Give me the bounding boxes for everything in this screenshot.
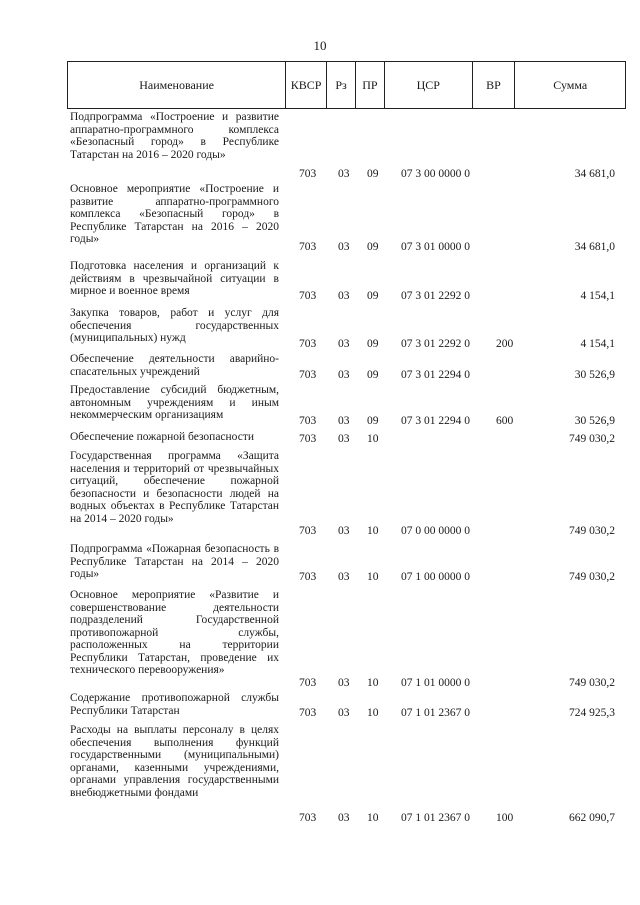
row-vr: 100 <box>496 811 514 824</box>
row-name: Основное мероприятие «Развитие и совершенствование деятельности подразделений Государственной противопожарной службы, расположенных на территории Республики Татарстан, проведение их технического перевооружения» <box>70 589 279 676</box>
table-row <box>0 692 640 719</box>
row-kvsr: 703 <box>299 432 317 445</box>
row-name: Подпрограмма «Построение и развитие аппаратно-программного комплекса «Безопасный город» в Республике Татарстан на 2016 – 2020 годы» <box>70 111 279 161</box>
row-rz: 03 <box>338 706 350 719</box>
row-name: Содержание противопожарной службы Республики Татарстан <box>70 692 279 717</box>
row-sum: 4 154,1 <box>580 337 615 350</box>
row-sum: 749 030,2 <box>569 570 615 583</box>
table-row <box>0 724 640 824</box>
row-name: Расходы на выплаты персоналу в целях обеспечения выполнения функций государственными (муниципальными) органами, казенными учреждениями, органами управления государственными внебюджетными фондами <box>70 724 279 799</box>
row-pr: 09 <box>367 240 379 253</box>
row-pr: 10 <box>367 524 379 537</box>
table-row <box>0 431 640 445</box>
row-csr: 07 3 01 2294 0 <box>401 368 470 381</box>
row-name: Подготовка населения и организаций к действиям в чрезвычайной ситуации в мирное и военное время <box>70 260 279 297</box>
row-sum: 749 030,2 <box>569 524 615 537</box>
row-kvsr: 703 <box>299 167 317 180</box>
row-sum: 662 090,7 <box>569 811 615 824</box>
row-rz: 03 <box>338 240 350 253</box>
row-pr: 10 <box>367 432 379 445</box>
row-rz: 03 <box>338 432 350 445</box>
column-header-rz: Рз <box>327 62 356 108</box>
page-number: 10 <box>313 38 327 53</box>
row-csr: 07 1 00 0000 0 <box>401 570 470 583</box>
row-name: Обеспечение деятельности аварийно-спасательных учреждений <box>70 353 279 378</box>
row-sum: 4 154,1 <box>580 289 615 302</box>
column-header-kvsr: КВСР <box>286 62 327 108</box>
row-kvsr: 703 <box>299 240 317 253</box>
row-rz: 03 <box>338 570 350 583</box>
row-rz: 03 <box>338 676 350 689</box>
row-rz: 03 <box>338 368 350 381</box>
table-row <box>0 543 640 583</box>
row-name: Подпрограмма «Пожарная безопасность в Республике Татарстан на 2014 – 2020 годы» <box>70 543 279 580</box>
row-csr: 07 3 00 0000 0 <box>401 167 470 180</box>
row-csr: 07 1 01 2367 0 <box>401 706 470 719</box>
row-rz: 03 <box>338 524 350 537</box>
row-rz: 03 <box>338 811 350 824</box>
row-kvsr: 703 <box>299 337 317 350</box>
table-header <box>67 61 626 109</box>
row-rz: 03 <box>338 414 350 427</box>
row-name: Закупка товаров, работ и услуг для обеспечения государственных (муниципальных) нужд <box>70 307 279 344</box>
row-kvsr: 703 <box>299 676 317 689</box>
row-sum: 30 526,9 <box>574 368 615 381</box>
table-row <box>0 111 640 180</box>
table-row <box>0 260 640 302</box>
row-csr: 07 3 01 2294 0 <box>401 414 470 427</box>
row-pr: 10 <box>367 811 379 824</box>
column-header-sum: Сумма <box>553 77 588 92</box>
row-kvsr: 703 <box>299 524 317 537</box>
row-pr: 09 <box>367 337 379 350</box>
column-header-vr: ВР <box>473 62 516 108</box>
column-header-csr: ЦСР <box>385 62 473 108</box>
row-pr: 09 <box>367 289 379 302</box>
row-sum: 34 681,0 <box>574 240 615 253</box>
row-kvsr: 703 <box>299 706 317 719</box>
row-vr: 200 <box>496 337 514 350</box>
row-sum: 724 925,3 <box>569 706 615 719</box>
row-kvsr: 703 <box>299 414 317 427</box>
row-rz: 03 <box>338 337 350 350</box>
row-kvsr: 703 <box>299 811 317 824</box>
row-csr: 07 3 01 2292 0 <box>401 289 470 302</box>
row-csr: 07 3 01 2292 0 <box>401 337 470 350</box>
row-name: Обеспечение пожарной безопасности <box>70 431 255 443</box>
table-row <box>0 307 640 350</box>
table-row <box>0 353 640 381</box>
row-sum: 30 526,9 <box>574 414 615 427</box>
row-csr: 07 1 01 2367 0 <box>401 811 470 824</box>
table-row <box>0 183 640 253</box>
row-vr: 600 <box>496 414 514 427</box>
row-pr: 09 <box>367 368 379 381</box>
row-kvsr: 703 <box>299 289 317 302</box>
row-pr: 09 <box>367 414 379 427</box>
row-csr: 07 3 01 0000 0 <box>401 240 470 253</box>
table-row <box>0 450 640 537</box>
column-header-name: Наименование <box>68 62 286 108</box>
row-rz: 03 <box>338 289 350 302</box>
row-pr: 09 <box>367 167 379 180</box>
table-row <box>0 589 640 689</box>
row-sum: 34 681,0 <box>574 167 615 180</box>
row-sum: 749 030,2 <box>569 676 615 689</box>
row-csr: 07 0 00 0000 0 <box>401 524 470 537</box>
table-row <box>0 384 640 427</box>
row-rz: 03 <box>338 167 350 180</box>
row-csr: 07 1 01 0000 0 <box>401 676 470 689</box>
column-header-pr: ПР <box>356 62 385 108</box>
row-sum: 749 030,2 <box>569 432 615 445</box>
row-pr: 10 <box>367 570 379 583</box>
row-name: Основное мероприятие «Построение и развитие аппаратно-программного комплекса «Безопасный город» в Республике Татарстан на 2016 – 2020 годы» <box>70 183 279 245</box>
row-kvsr: 703 <box>299 570 317 583</box>
row-kvsr: 703 <box>299 368 317 381</box>
row-pr: 10 <box>367 676 379 689</box>
row-name: Предоставление субсидий бюджетным, автономным учреждениям и иным некоммерческим организациям <box>70 384 279 421</box>
row-name: Государственная программа «Защита населения и территорий от чрезвычайных ситуаций, обеспечение пожарной безопасности и безопасности людей на водных объектах в Республике Татарстан на 2014 – 2020 годы» <box>70 450 279 525</box>
row-pr: 10 <box>367 706 379 719</box>
